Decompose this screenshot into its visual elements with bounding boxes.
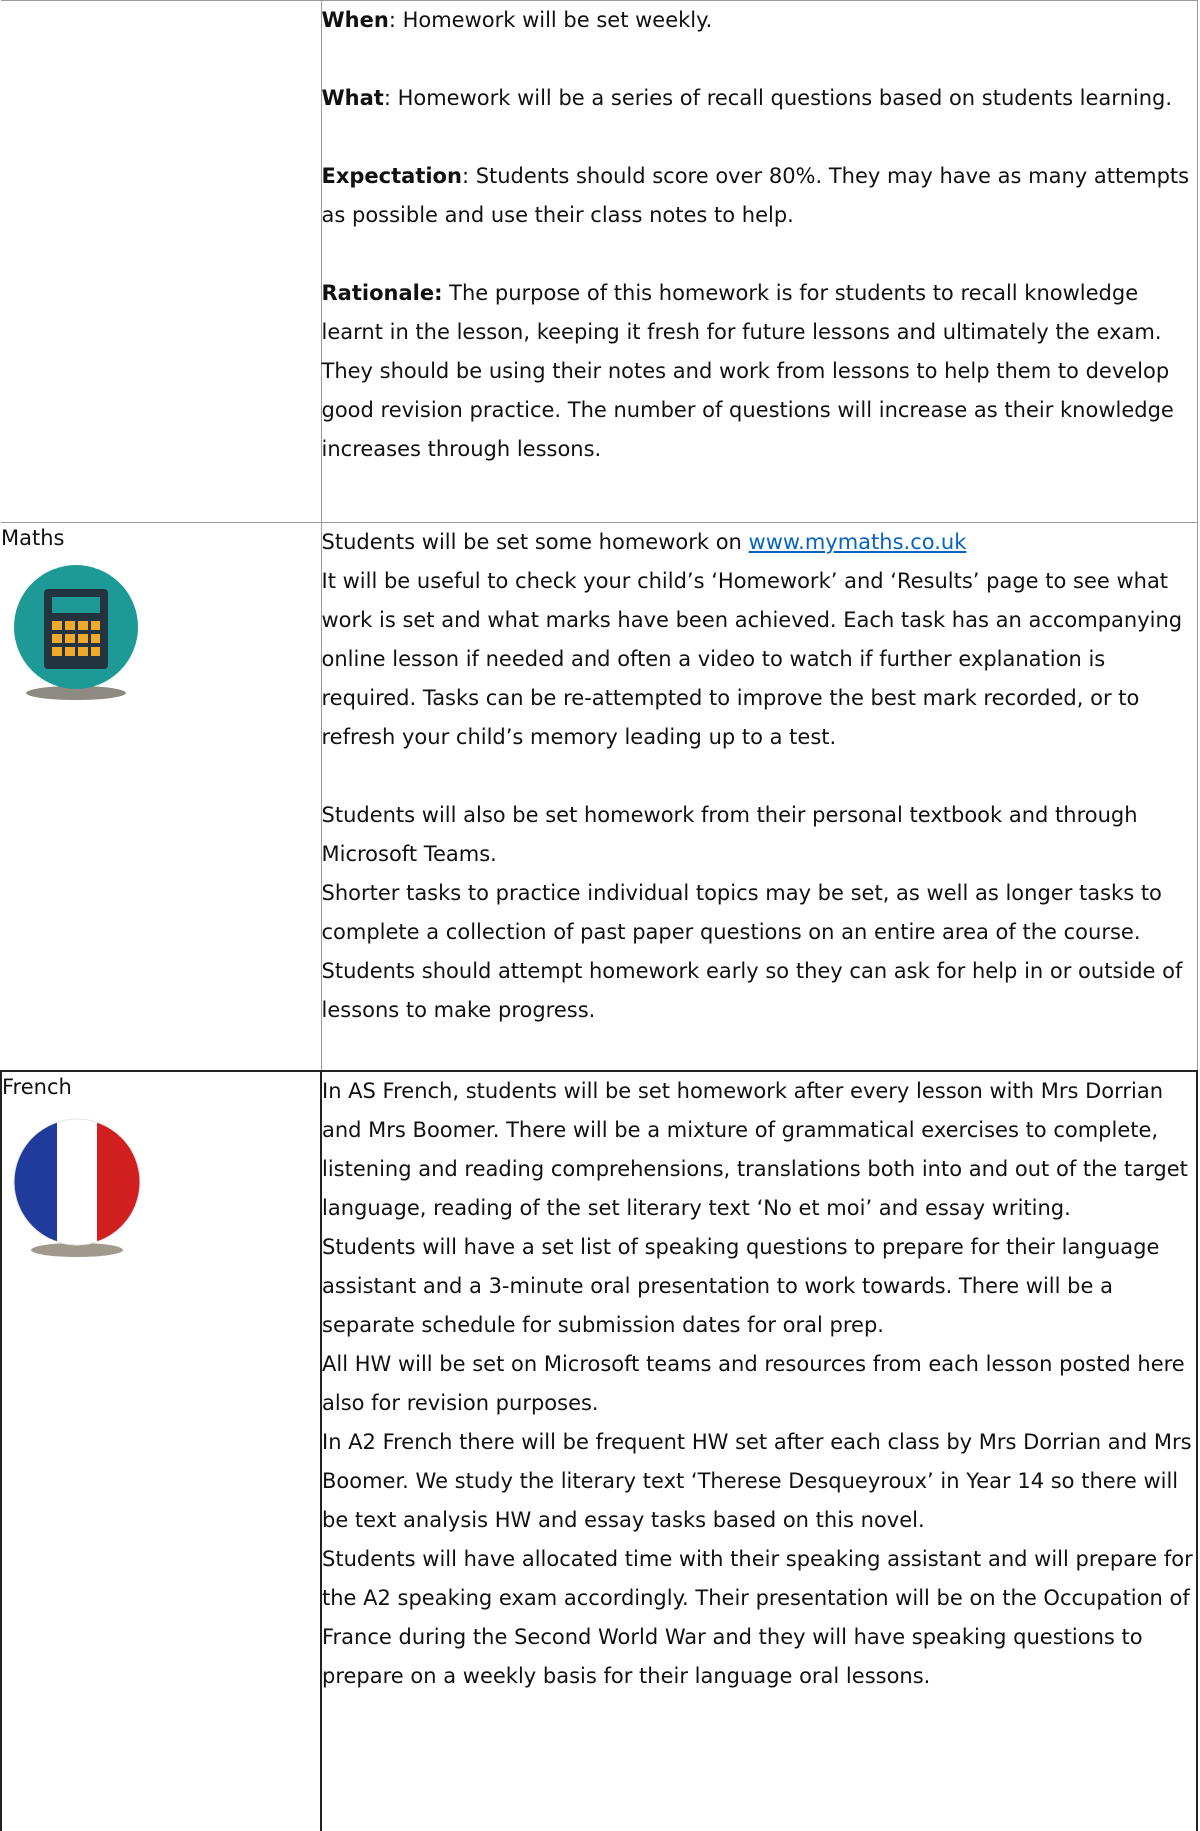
french-subject-cell [1,1071,321,1831]
french-paragraph-4: In A2 French there will be frequent HW set after each class by Mrs Dorrian and Mrs Boomer. We study the literary text ‘Therese Desqueyroux’ in Year 14 so there will be text analysis HW and essay tasks based on this novel. [322,1429,1192,1532]
french-details-cell [321,1071,1197,1831]
subject-cell-empty [1,1,321,523]
expectation-text: : Students should score over 80%. They may have as many attempts as possible and use their class notes to help. [321,164,1190,227]
calculator-icon [11,565,321,709]
maths-subject-cell [1,523,321,1071]
maths-paragraph-1: It will be useful to check your child’s ‘Homework’ and ‘Results’ page to see what work is set and what marks have been achieved. Each task has an accompanying online lesson if needed and often a video to watch if further explanation is required. Tasks can be re-attempted to improve the best mark recorded, or to refresh your child’s memory leading up to a test. [321,569,1183,749]
mymaths-link[interactable]: www.mymaths.co.uk [748,530,967,554]
what-paragraph [322,79,1197,118]
maths-details-cell [321,523,1197,1071]
rationale-label: Rationale: [321,281,443,305]
science-details-cell [321,1,1197,523]
french-flag-icon [12,1114,320,1268]
maths-intro-text: Students will be set some homework on [321,530,749,554]
expectation-paragraph [322,157,1197,235]
french-subject-name: French [2,1074,72,1099]
french-paragraph-1: In AS French, students will be set homework after every lesson with Mrs Dorrian and Mrs Boomer. There will be a mixture of grammatical exercises to complete, listening and reading comprehensions, translations both into and out of the target language, reading of the set literary text ‘No et moi’ and essay writing. [322,1078,1188,1220]
maths-paragraph-4: Students should attempt homework early so they can ask for help in or outside of lessons to make progress. [321,959,1183,1022]
maths-paragraph-2: Students will also be set homework from their personal textbook and through Microsoft Teams. [321,803,1138,866]
rationale-paragraph [322,274,1197,469]
french-paragraph-2: Students will have a set list of speaking questions to prepare for their language assistant and a 3-minute oral presentation to work towards. There will be a separate schedule for submission dates for oral prep. [322,1234,1160,1337]
table-row [1,1,1197,523]
maths-subject-name: Maths [1,526,65,550]
expectation-label: Expectation [321,164,462,188]
what-label: What [321,86,384,110]
maths-paragraph-3: Shorter tasks to practice individual topics may be set, as well as longer tasks to complete a collection of past paper questions on an entire area of the course. [321,881,1162,944]
french-paragraph-3: All HW will be set on Microsoft teams and resources from each lesson posted here also for revision purposes. [322,1351,1185,1415]
when-text: : Homework will be set weekly. [388,8,713,32]
table-row [1,1071,1197,1831]
table-row [1,523,1197,1071]
when-label: When [321,8,389,32]
what-text: : Homework will be a series of recall questions based on students learning. [383,86,1173,110]
rationale-text: The purpose of this homework is for students to recall knowledge learnt in the lesson, keeping it fresh for future lessons and ultimately the exam. They should be using their notes and work from lessons to help them to develop good revision practice. The number of questions will increase as their knowledge increases through lessons. [321,281,1174,461]
french-paragraph-5: Students will have allocated time with their speaking assistant and will prepare for the A2 speaking exam accordingly. Their presentation will be on the Occupation of France during the Second World War and they will have speaking questions to prepare on a weekly basis for their language oral lessons. [322,1546,1193,1688]
maths-intro-paragraph [322,523,1197,562]
when-paragraph [322,1,1197,40]
